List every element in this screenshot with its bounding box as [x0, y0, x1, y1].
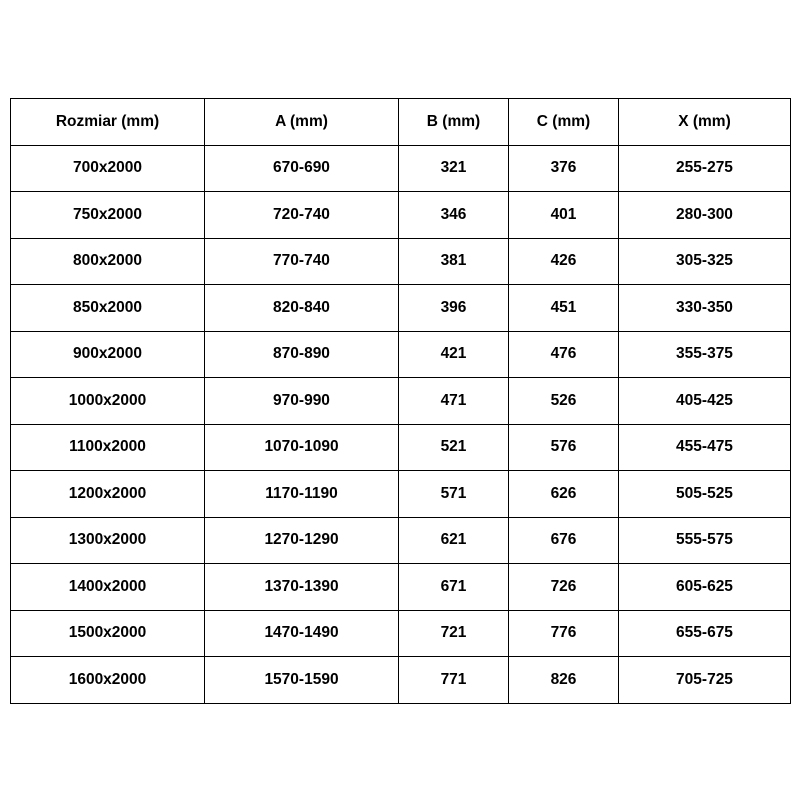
column-header-a: A (mm) — [205, 99, 399, 146]
table-row — [11, 378, 791, 425]
table-body — [11, 145, 791, 703]
cell-x: 355-375 — [619, 331, 791, 378]
table-row — [11, 424, 791, 471]
cell-x: 505-525 — [619, 471, 791, 518]
cell-a: 820-840 — [205, 285, 399, 332]
size-table — [10, 98, 791, 704]
column-header-rozmiar: Rozmiar (mm) — [11, 99, 205, 146]
column-header-c: C (mm) — [509, 99, 619, 146]
cell-c: 626 — [509, 471, 619, 518]
cell-x: 255-275 — [619, 145, 791, 192]
cell-c: 676 — [509, 517, 619, 564]
cell-x: 555-575 — [619, 517, 791, 564]
cell-c: 426 — [509, 238, 619, 285]
cell-a: 1170-1190 — [205, 471, 399, 518]
cell-b: 421 — [399, 331, 509, 378]
table-row — [11, 657, 791, 704]
cell-c: 526 — [509, 378, 619, 425]
cell-b: 346 — [399, 192, 509, 239]
table-header — [11, 99, 791, 146]
column-header-x: X (mm) — [619, 99, 791, 146]
table-row — [11, 564, 791, 611]
cell-x: 330-350 — [619, 285, 791, 332]
table-row — [11, 145, 791, 192]
table-row — [11, 610, 791, 657]
cell-x: 305-325 — [619, 238, 791, 285]
cell-x: 280-300 — [619, 192, 791, 239]
cell-c: 776 — [509, 610, 619, 657]
cell-b: 671 — [399, 564, 509, 611]
cell-a: 670-690 — [205, 145, 399, 192]
table-row — [11, 471, 791, 518]
cell-b: 396 — [399, 285, 509, 332]
cell-a: 970-990 — [205, 378, 399, 425]
cell-c: 376 — [509, 145, 619, 192]
cell-rozmiar: 1100x2000 — [11, 424, 205, 471]
cell-c: 476 — [509, 331, 619, 378]
table-row — [11, 238, 791, 285]
table-row — [11, 285, 791, 332]
cell-rozmiar: 750x2000 — [11, 192, 205, 239]
cell-a: 1270-1290 — [205, 517, 399, 564]
column-header-b: B (mm) — [399, 99, 509, 146]
cell-c: 451 — [509, 285, 619, 332]
size-table-container — [10, 98, 790, 704]
cell-x: 405-425 — [619, 378, 791, 425]
cell-rozmiar: 1400x2000 — [11, 564, 205, 611]
cell-a: 870-890 — [205, 331, 399, 378]
cell-a: 1470-1490 — [205, 610, 399, 657]
cell-rozmiar: 800x2000 — [11, 238, 205, 285]
cell-x: 655-675 — [619, 610, 791, 657]
table-header-row — [11, 99, 791, 146]
cell-c: 576 — [509, 424, 619, 471]
cell-x: 605-625 — [619, 564, 791, 611]
cell-b: 571 — [399, 471, 509, 518]
cell-c: 401 — [509, 192, 619, 239]
cell-rozmiar: 1600x2000 — [11, 657, 205, 704]
cell-b: 471 — [399, 378, 509, 425]
cell-rozmiar: 900x2000 — [11, 331, 205, 378]
cell-rozmiar: 1000x2000 — [11, 378, 205, 425]
cell-x: 705-725 — [619, 657, 791, 704]
cell-rozmiar: 1500x2000 — [11, 610, 205, 657]
cell-b: 381 — [399, 238, 509, 285]
cell-x: 455-475 — [619, 424, 791, 471]
cell-b: 521 — [399, 424, 509, 471]
table-row — [11, 517, 791, 564]
cell-a: 1570-1590 — [205, 657, 399, 704]
cell-rozmiar: 1300x2000 — [11, 517, 205, 564]
cell-a: 720-740 — [205, 192, 399, 239]
cell-b: 321 — [399, 145, 509, 192]
cell-a: 1370-1390 — [205, 564, 399, 611]
cell-a: 770-740 — [205, 238, 399, 285]
cell-a: 1070-1090 — [205, 424, 399, 471]
cell-rozmiar: 700x2000 — [11, 145, 205, 192]
cell-c: 726 — [509, 564, 619, 611]
table-row — [11, 331, 791, 378]
table-row — [11, 192, 791, 239]
cell-b: 721 — [399, 610, 509, 657]
cell-c: 826 — [509, 657, 619, 704]
cell-b: 621 — [399, 517, 509, 564]
cell-rozmiar: 1200x2000 — [11, 471, 205, 518]
cell-rozmiar: 850x2000 — [11, 285, 205, 332]
cell-b: 771 — [399, 657, 509, 704]
